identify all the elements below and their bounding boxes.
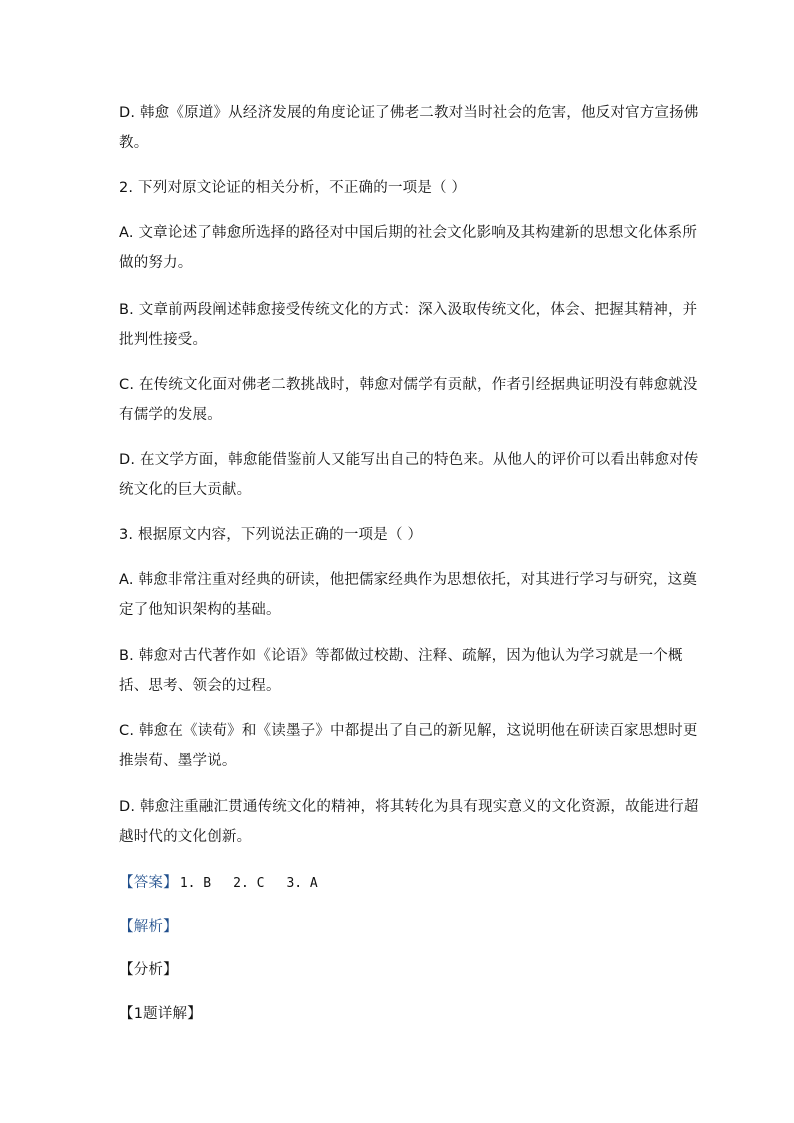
analysis-heading — [119, 912, 679, 942]
question-text: 3. 根据原文内容，下列说法正确的一项是（ ） — [119, 527, 423, 543]
text-line: A. 韩愈非常注重对经典的研读，他把儒家经典作为思想依托，对其进行学习与研究，这奠 — [119, 572, 698, 588]
text-line: D. 韩愈《原道》从经济发展的角度论证了佛老二教对当时社会的危害，他反对官方宣扬佛 — [119, 105, 699, 121]
detail-label: 【1题详解】 — [119, 1006, 202, 1022]
text-line: B. 文章前两段阐述韩愈接受传统文化的方式：深入汲取传统文化，体会、把握其精神，并 — [119, 302, 698, 318]
text-line: D. 韩愈注重融汇贯通传统文化的精神，将其转化为具有现实意义的文化资源，故能进行超 — [119, 799, 699, 815]
text-line: 有儒学的发展。 — [119, 407, 222, 423]
question-3-option-d — [119, 792, 699, 852]
answer-label: 【答案】 — [119, 875, 178, 891]
detail-heading — [119, 999, 679, 1029]
text-line: C. 在传统文化面对佛老二教挑战时，韩愈对儒学有贡献，作者引经据典证明没有韩愈就没 — [119, 377, 698, 393]
question-2-option-c — [119, 370, 698, 430]
text-line: B. 韩愈对古代著作如《论语》等都做过校勘、注释、疏解，因为他认为学习就是一个概 — [119, 648, 683, 664]
text-line: 推崇荀、墨学说。 — [119, 753, 237, 769]
text-line: D. 在文学方面，韩愈能借鉴前人又能写出自己的特色来。从他人的评价可以看出韩愈对传 — [119, 452, 699, 468]
text-line: 做的努力。 — [119, 255, 193, 271]
question-3-stem — [119, 520, 679, 550]
text-line: 括、思考、领会的过程。 — [119, 678, 281, 694]
question-3-option-b — [119, 641, 683, 701]
text-line: A. 文章论述了韩愈所选择的路径对中国后期的社会文化影响及其构建新的思想文化体系所 — [119, 225, 698, 241]
question-2-option-b — [119, 295, 698, 355]
question-2-stem — [119, 173, 679, 203]
analysis-label: 【解析】 — [119, 919, 178, 935]
answer-items — [180, 876, 340, 891]
question-text: 2. 下列对原文论证的相关分析，不正确的一项是（ ） — [119, 180, 467, 196]
text-line: 定了他知识架构的基础。 — [119, 602, 281, 618]
fenxi-label: 【分析】 — [119, 962, 178, 978]
question-3-option-a — [119, 565, 698, 625]
fenxi-heading — [119, 955, 679, 985]
text-line: 批判性接受。 — [119, 332, 208, 348]
answer-item: 1. B — [179, 876, 212, 891]
answer-item: 2. C — [233, 876, 265, 891]
question-2-option-d — [119, 445, 699, 505]
answer-item: 3. A — [286, 876, 318, 891]
text-line: 统文化的巨大贡献。 — [119, 482, 252, 498]
question-2-option-a — [119, 218, 698, 278]
question-3-option-c — [119, 716, 698, 776]
text-line: 教。 — [119, 135, 149, 151]
answer-line — [119, 868, 679, 899]
text-line: C. 韩愈在《读荀》和《读墨子》中都提出了自己的新见解，这说明他在研读百家思想时更 — [119, 723, 698, 739]
text-line: 越时代的文化创新。 — [119, 829, 252, 845]
option-d-paragraph — [119, 98, 699, 158]
